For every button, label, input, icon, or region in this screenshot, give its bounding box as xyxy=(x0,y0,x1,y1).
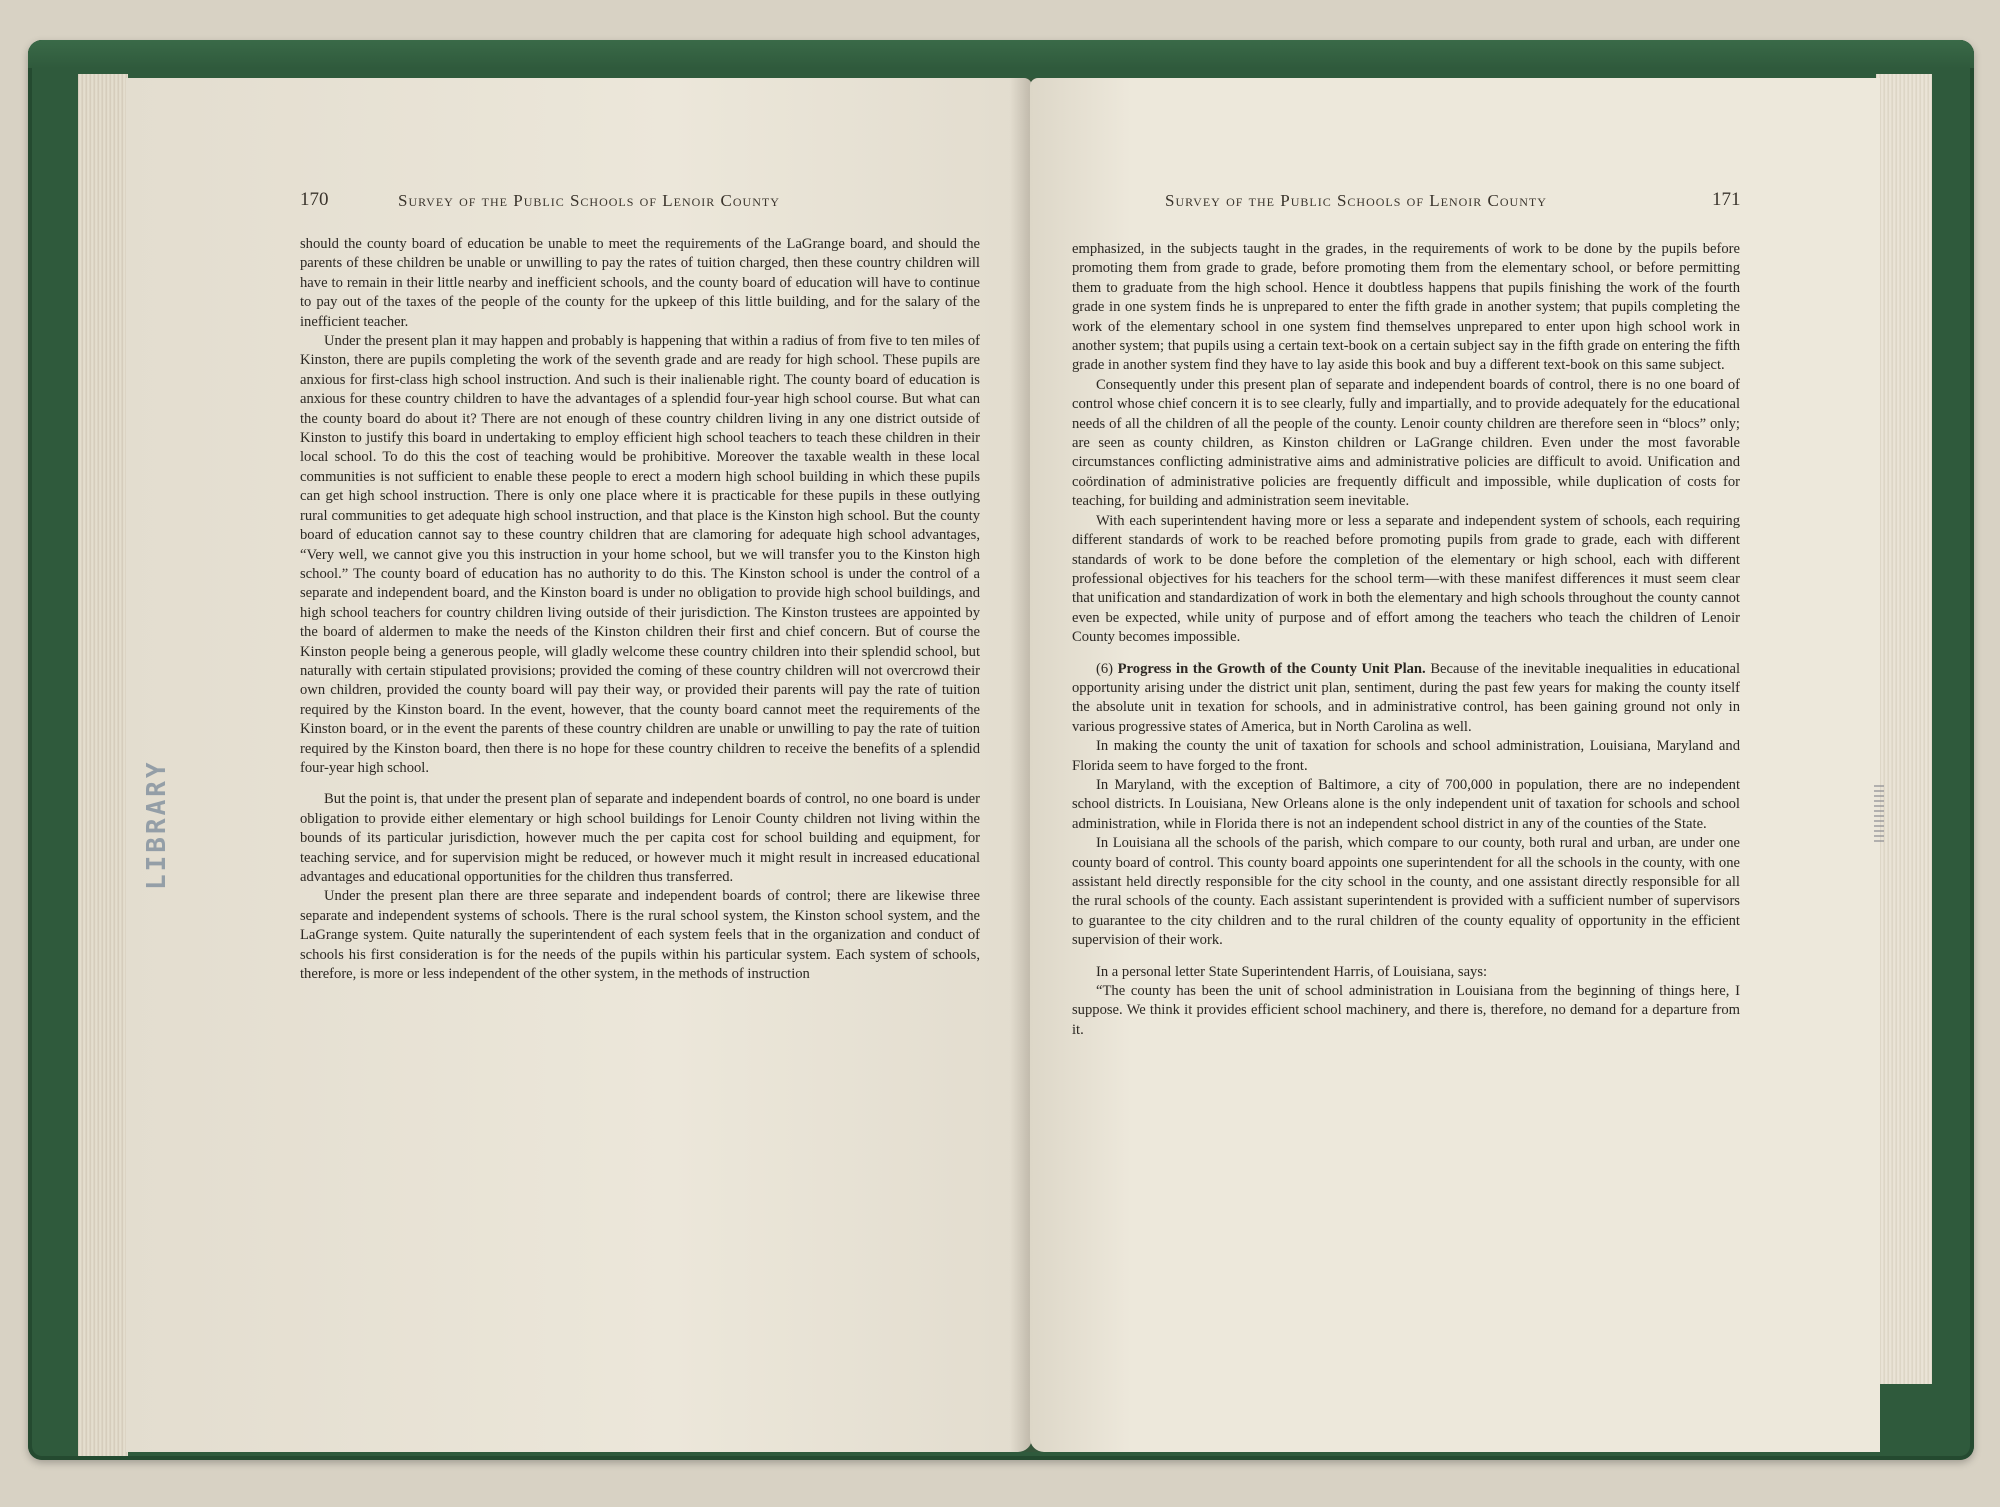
section-number: (6) xyxy=(1096,660,1114,677)
left-running-head xyxy=(398,191,780,211)
right-page-number: 171 xyxy=(1712,189,1741,210)
section-6-paragraph xyxy=(1072,660,1740,738)
right-paragraph-7: In Louisiana all the schools of the parish, which compare to our county, both rural and urban, are under one county board of control. This county board appoints one superintendent for all the schools in the county, with one assistant held directly responsible for the city school in the county, and one assistant directly responsible for all the rural schools of the county. Each assistant superintendent is provided with a sufficient number of supervisors to guarantee to the city children and to the rural children of the county equality of opportunity in the efficient supervision of their work. xyxy=(1072,835,1740,949)
left-running-head-text: Survey of the Public Schools of Lenoir County xyxy=(398,191,780,210)
book-cover-top-edge xyxy=(28,40,1974,68)
right-page-stack xyxy=(1876,74,1932,1384)
left-paragraph-3: But the point is, that under the present plan of separate and independent boards of control, no one board is under obligation to provide either elementary or high school buildings for Lenoir County children not living within the bounds of its particular jurisdiction, however much the per capita cost for school building and equipment, for teaching service, and for supervision might be reduced, or however much it might result in increased educational advantages and educational opportunities for the children thus transferred. xyxy=(300,791,980,885)
left-paragraph-4: Under the present plan there are three separate and independent boards of control; there are likewise three separate and independent systems of schools. There is the rural school system, the Kinston school system, and the LaGrange system. Quite naturally the superintendent of each system feels that in the organization and conduct of schools his first consideration is for the needs of the pupils within his particular system. Each system of schools, therefore, is more or less independent of the other system, in the methods of instruction xyxy=(300,888,980,983)
right-paragraph-8: In a personal letter State Superintendent Harris, of Louisiana, says: xyxy=(1096,963,1488,980)
right-running-head xyxy=(1165,191,1547,211)
left-page-number: 170 xyxy=(300,189,329,210)
section-6-body: inevitable inequalities in educational opportunity arising under the district unit plan, sentiment, during the past few years for making the county itself the absolute unit in texation for schools, and in administrative control, has been gaining ground not only in various progressive states of America, but in North Carolina as well. xyxy=(1072,660,1740,735)
right-paragraph-6: In Maryland, with the exception of Baltimore, a city of 700,000 in population, there are no independent school districts. In Louisiana, New Orleans alone is the only independent unit of taxation for schools and school administration, while in Florida there is not an independent school district in any of the counties of the State. xyxy=(1072,776,1740,832)
right-page-body xyxy=(1072,240,1740,1040)
right-paragraph-5: In making the county the unit of taxation for schools and school administration, Louisiana, Maryland and Florida seem to have forged to the front. xyxy=(1072,738,1740,774)
right-paragraph-quote: “The county has been the unit of school administration in Louisiana from the beginning of things here, I suppose. We think it provides efficient school machinery, and there is, therefore, no demand for a departure from it. xyxy=(1072,983,1740,1038)
left-page-stack xyxy=(78,74,128,1456)
right-page-edge-mark xyxy=(1874,785,1884,843)
left-paragraph-1: should the county board of education be unable to meet the requirements of the LaGrange board, and should the parents of these children be unable or unwilling to pay the rates of tuition charged, then these country children will have to remain in their little nearby and inefficient schools, and the county board of education will have to continue to pay out of the taxes of the people of the county for the upkeep of this little building, and for the salary of the inefficient teacher. xyxy=(300,236,980,330)
section-lead: Because of the xyxy=(1430,660,1519,677)
library-stamp: LIBRARY xyxy=(142,759,172,890)
section-heading: Progress in the Growth of the County Unit Plan. xyxy=(1117,660,1426,677)
left-page-body xyxy=(300,235,980,984)
right-paragraph-2: Consequently under this present plan of separate and independent boards of control, there is no one board of control whose chief concern it is to see clearly, fully and impartially, and to provide adequately for the educational needs of all the children of all the people of the county. Lenoir county children are therefore seen in “blocs” only; are seen as county children, as Kinston children or LaGrange children. Even under the most favorable circumstances conflicting administrative aims and administrative policies are difficult to avoid. Unification and coördination of administrative policies are frequently difficult and impossible, while duplication of costs for teaching, for building and administration seem inevitable. xyxy=(1072,376,1740,510)
right-running-head-text: Survey of the Public Schools of Lenoir County xyxy=(1165,191,1547,210)
right-paragraph-3: With each superintendent having more or less a separate and independent system of schools, each requiring different standards of work to be reached before promoting pupils from grade to grade, each with different standards of work to be done before the completion of the elementary or high school, each with different professional objectives for his teachers for the school term—with these manifest differences it must seem clear that unification and standardization of work in both the elementary and high schools throughout the county cannot even be expected, while unity of purpose and of effort among the teachers who teach the children of Lenoir County becomes impossible. xyxy=(1072,512,1740,646)
left-paragraph-2: Under the present plan it may happen and probably is happening that within a radius of from five to ten miles of Kinston, there are pupils completing the work of the seventh grade and are ready for high school. These pupils are anxious for first-class high school instruction. And such is their inalienable right. The county board of education is anxious for these country children to have the advantages of a splendid four-year high school course. But what can the county board do about it? There are not enough of these country children living in any one district outside of Kinston to justify this board in undertaking to employ efficient high school teachers to teach these children in their local school. To do this the cost of teaching would be prohibitive. Moreover the taxable wealth in these local communities is not sufficient to enable these people to erect a modern high school building in which these pupils can get high school instruction. There is only one place where it is practicable for these pupils in these outlying rural communities to get adequate high school instruction, and that place is the Kinston high school. But the county board of education cannot say to these country children that are clamoring for adequate high school advantages, “Very well, we cannot give you this instruction in your home school, but we will transfer you to the Kinston high school.” The county board of education has no authority to do this. The Kinston school is under the control of a separate and independent board, and the Kinston board is under no obligation to provide high school buildings, and high school teachers for country children living outside of their jurisdiction. The Kinston trustees are appointed by the board of aldermen to make the needs of the Kinston children their first and chief concern. But of course the Kinston people being a generous people, will gladly welcome these country children into their splendid school, but naturally with certain stipulated provisions; provided the coming of these country children will not overcrowd their own children, provided the county board will pay their way, or provided their parents will pay the rate of tuition required by the Kinston board. In the event, however, that the county board cannot meet the requirements of the Kinston board, or in the event the parents of these country children are unable or unwilling to pay the rate of tuition required by the Kinston board, then there is no hope for these country children to receive the benefits of a splendid four-year high school. xyxy=(300,333,980,776)
right-paragraph-1: emphasized, in the subjects taught in the grades, in the requirements of work to be done by the pupils before promoting them from grade to grade, before promoting them from the elementary school, or before permitting them to graduate from the high school. Hence it doubtless happens that pupils finishing the work of the fourth grade in one system finds he is unprepared to enter the fifth grade in another system; that pupils completing the work of the elementary school in one system find themselves unprepared to enter upon high school work in another system; that pupils using a certain text-book on a certain subject say in the fifth grade on entering the fifth grade in another system find they have to lay aside this book and buy a different text-book on this same subject. xyxy=(1072,241,1740,374)
